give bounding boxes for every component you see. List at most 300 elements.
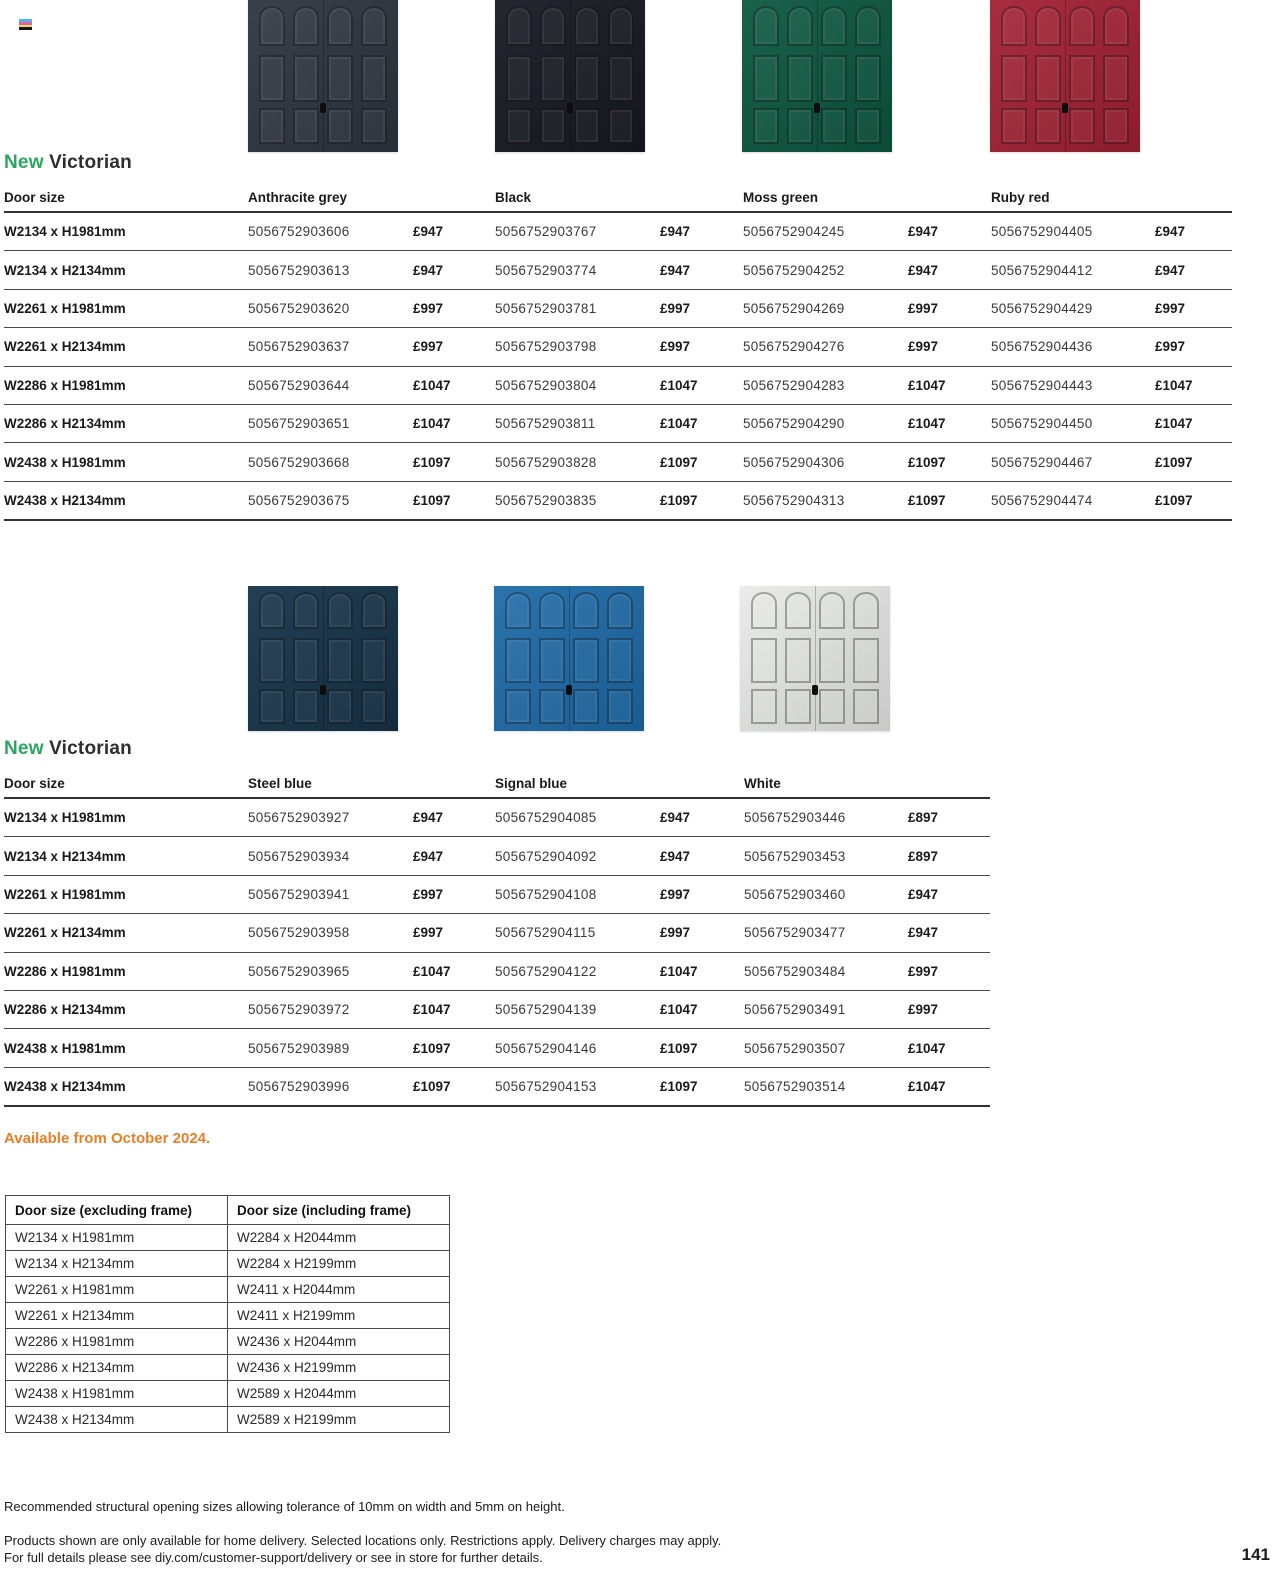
product-code: 5056752904450 [991,416,1093,432]
price: £947 [660,848,691,864]
price: £1047 [908,1078,946,1094]
door-centre-seam [1065,0,1066,152]
product-code: 5056752904252 [743,262,845,278]
product-code: 5056752903774 [495,262,597,278]
door-handle [567,103,573,113]
product-code: 5056752904122 [495,963,597,979]
door-arched-panel [787,6,813,46]
product-code: 5056752904405 [991,224,1093,240]
price: £1047 [908,416,946,432]
product-code: 5056752903620 [248,300,350,316]
product-code: 5056752904153 [495,1078,597,1094]
price: £997 [660,300,691,316]
sizes-table-cell: W2438 x H1981mm [6,1381,228,1407]
door-panel [505,689,531,724]
product-code: 5056752904139 [495,1002,597,1018]
door-arched-panel [855,6,881,46]
price: £1097 [660,1040,698,1056]
frame-sizes-table [5,1195,450,1433]
price-table-row [4,837,990,875]
door-size-cell: W2261 x H1981mm [4,300,126,316]
price: £997 [413,925,444,941]
door-panel [751,689,777,724]
delivery-footnote-line-1: Products shown are only available for home delivery. Selected locations only. Restrictions apply. Delivery charges may apply. [4,1533,722,1548]
section-victorian-1 [4,152,1232,521]
product-code: 5056752903941 [248,886,350,902]
sizes-table-cell: W2284 x H2044mm [228,1225,450,1251]
door-image-ruby-red [990,0,1140,152]
sizes-table-cell: W2134 x H1981mm [6,1225,228,1251]
sizes-table-header: Door size (excluding frame) [6,1196,228,1225]
door-panel [608,108,634,144]
door-image-steel-blue [248,586,398,731]
price: £1097 [1155,454,1193,470]
door-arched-panel [539,592,565,630]
sizes-table-header: Door size (including frame) [228,1196,450,1225]
price: £1097 [660,1078,698,1094]
door-panel [327,108,353,144]
door-panel [1069,55,1095,102]
door-handle [812,685,818,695]
door-image-moss-green [742,0,892,152]
product-code: 5056752904429 [991,300,1093,316]
door-centre-seam [815,586,816,731]
sizes-table-cell: W2286 x H2134mm [6,1355,228,1381]
door-centre-seam [323,0,324,152]
product-code: 5056752904146 [495,1040,597,1056]
door-size-cell: W2134 x H2134mm [4,262,126,278]
new-badge-text: New [4,152,44,173]
product-code: 5056752904283 [743,377,845,393]
price: £1047 [413,963,451,979]
price: £947 [908,925,939,941]
product-code: 5056752903637 [248,339,350,355]
door-panel [821,55,847,102]
page-number: 141 [1241,1545,1270,1564]
price: £1097 [413,454,451,470]
door-arched-panel [293,592,319,630]
door-handle [566,685,572,695]
product-code: 5056752903781 [495,300,597,316]
price-table-row [4,914,990,952]
door-panel [259,108,285,144]
door-centre-seam [323,586,324,731]
product-code: 5056752903453 [744,848,846,864]
door-handle [1062,103,1068,113]
product-code: 5056752903972 [248,1002,350,1018]
colour-column-header: Steel blue [248,775,312,791]
product-code: 5056752903996 [248,1078,350,1094]
door-arched-panel [819,592,845,630]
price: £947 [660,224,691,240]
product-code: 5056752904269 [743,300,845,316]
price: £947 [660,810,691,826]
sizes-table-cell: W2436 x H2044mm [228,1329,450,1355]
door-panel [819,689,845,724]
door-size-column-header: Door size [4,775,65,791]
door-size-cell: W2134 x H2134mm [4,848,126,864]
door-images-row-2 [0,586,1280,731]
price-table-row [4,799,990,837]
product-code: 5056752903460 [744,886,846,902]
new-badge-text: New [4,738,44,759]
product-code: 5056752904467 [991,454,1093,470]
price: £947 [908,886,939,902]
product-range-name: Victorian [49,738,132,759]
sizes-table-cell: W2411 x H2199mm [228,1303,450,1329]
sizes-table-cell: W2134 x H2134mm [6,1251,228,1277]
door-panel [539,689,565,724]
door-panel [855,55,881,102]
product-range-name: Victorian [49,152,132,173]
price: £997 [908,1002,939,1018]
door-panel [327,638,353,683]
product-code: 5056752904306 [743,454,845,470]
product-code: 5056752903484 [744,963,846,979]
door-size-cell: W2438 x H1981mm [4,454,126,470]
price: £947 [660,262,691,278]
price: £997 [1155,339,1186,355]
door-arched-panel [361,6,387,46]
product-code: 5056752903835 [495,492,597,508]
door-panel [753,108,779,144]
door-image-signal-blue [494,586,644,731]
price-table-row [4,1029,990,1067]
product-code: 5056752903477 [744,925,846,941]
door-panel [607,638,633,683]
door-centre-seam [569,586,570,731]
door-arched-panel [785,592,811,630]
price-table-row [4,251,1232,289]
product-code: 5056752903514 [744,1078,846,1094]
product-code: 5056752903767 [495,224,597,240]
sizes-table-row [6,1329,450,1355]
section-heading [4,152,1232,174]
door-size-cell: W2438 x H1981mm [4,1040,126,1056]
price: £997 [660,925,691,941]
price-table-row [4,405,1232,443]
door-panel [1069,108,1095,144]
product-code: 5056752904443 [991,377,1093,393]
sizes-table-row [6,1407,450,1433]
door-panel [539,638,565,683]
door-panel [1001,108,1027,144]
price: £1047 [660,963,698,979]
sizes-table-row [6,1225,450,1251]
door-arched-panel [293,6,319,46]
colour-column-header: Signal blue [495,775,568,791]
sizes-table-row [6,1251,450,1277]
product-code: 5056752903507 [744,1040,846,1056]
product-code: 5056752904290 [743,416,845,432]
price: £1047 [908,377,946,393]
door-panel [540,55,566,102]
sizes-table-row [6,1355,450,1381]
colour-column-header: Black [495,189,532,205]
price-table-header-row [4,769,990,799]
product-code: 5056752903804 [495,377,597,393]
door-panel [785,638,811,683]
product-code: 5056752904276 [743,339,845,355]
price: £1097 [413,1040,451,1056]
price: £1097 [660,454,698,470]
door-arched-panel [505,592,531,630]
door-size-cell: W2261 x H1981mm [4,886,126,902]
door-arched-panel [574,6,600,46]
door-size-cell: W2134 x H1981mm [4,224,126,240]
door-arched-panel [327,592,353,630]
door-panel [787,108,813,144]
price: £997 [413,339,444,355]
section-victorian-2 [4,738,990,1107]
price-table-row [4,290,1232,328]
product-code: 5056752904245 [743,224,845,240]
price: £997 [908,300,939,316]
door-panel [293,108,319,144]
door-arched-panel [506,6,532,46]
product-code: 5056752903446 [744,810,846,826]
price-table-row [4,213,1232,251]
colour-column-header: Moss green [743,189,819,205]
price: £947 [413,810,444,826]
colour-column-header: Ruby red [991,189,1050,205]
product-code: 5056752904092 [495,848,597,864]
door-size-cell: W2438 x H2134mm [4,492,126,508]
door-panel [361,689,387,724]
door-arched-panel [821,6,847,46]
sizes-table-cell: W2436 x H2199mm [228,1355,450,1381]
price: £1097 [413,492,451,508]
door-size-cell: W2286 x H1981mm [4,377,126,393]
price: £897 [908,848,939,864]
delivery-footnote [4,1533,721,1566]
sizes-table-cell: W2438 x H2134mm [6,1407,228,1433]
price: £1097 [908,454,946,470]
price: £1047 [413,416,451,432]
door-panel [1103,108,1129,144]
price: £947 [1155,224,1186,240]
door-arched-panel [608,6,634,46]
door-centre-seam [570,0,571,152]
door-arched-panel [751,592,777,630]
product-code: 5056752904085 [495,810,597,826]
door-panel [540,108,566,144]
door-panel [607,689,633,724]
price: £897 [908,810,939,826]
door-size-cell: W2261 x H2134mm [4,339,126,355]
product-code: 5056752904115 [495,925,596,941]
delivery-footnote-line-2: For full details please see diy.com/customer-support/delivery or see in store for further details. [4,1549,543,1565]
sizes-table-cell: W2286 x H1981mm [6,1329,228,1355]
product-code: 5056752903989 [248,1040,350,1056]
door-panel [855,108,881,144]
door-image-black [495,0,645,152]
product-code: 5056752903613 [248,262,350,278]
price: £1097 [1155,492,1193,508]
sizes-table-cell: W2589 x H2199mm [228,1407,450,1433]
sizes-table-row [6,1381,450,1407]
product-code: 5056752903675 [248,492,350,508]
price-table-1 [4,183,1232,521]
price: £1047 [1155,377,1193,393]
door-arched-panel [327,6,353,46]
price: £1047 [660,1002,698,1018]
door-panel [785,689,811,724]
price-table-row [4,367,1232,405]
door-size-cell: W2286 x H1981mm [4,963,126,979]
door-centre-seam [817,0,818,152]
door-panel [753,55,779,102]
product-code: 5056752904108 [495,886,597,902]
door-panel [361,638,387,683]
door-panel [787,55,813,102]
door-panel [506,55,532,102]
price: £947 [413,224,444,240]
sizes-table-header-row [6,1196,450,1225]
product-code: 5056752903644 [248,377,350,393]
door-arched-panel [1103,6,1129,46]
price: £947 [1155,262,1186,278]
door-handle [320,103,326,113]
door-size-cell: W2438 x H2134mm [4,1078,126,1094]
door-arched-panel [753,6,779,46]
door-panel [259,689,285,724]
price: £1047 [1155,416,1193,432]
door-panel [1035,55,1061,102]
door-size-column-header: Door size [4,189,65,205]
price: £1047 [660,416,698,432]
door-panel [573,638,599,683]
price: £997 [413,886,444,902]
door-arched-panel [1035,6,1061,46]
door-arched-panel [1001,6,1027,46]
price: £947 [413,262,444,278]
product-code: 5056752903958 [248,925,350,941]
door-panel [327,55,353,102]
price: £1097 [908,492,946,508]
door-arched-panel [259,6,285,46]
door-panel [327,689,353,724]
product-code: 5056752903811 [495,416,596,432]
door-arched-panel [607,592,633,630]
price-table-row [4,991,990,1029]
door-panel [361,108,387,144]
price: £947 [908,262,939,278]
door-panel [751,638,777,683]
door-panel [608,55,634,102]
price-table-2 [4,769,990,1107]
product-code: 5056752903651 [248,416,350,432]
door-handle [814,103,820,113]
sizes-table-cell: W2261 x H1981mm [6,1277,228,1303]
door-panel [573,689,599,724]
door-panel [259,55,285,102]
product-code: 5056752904412 [991,262,1093,278]
product-code: 5056752903965 [248,963,350,979]
price: £1047 [413,377,451,393]
product-code: 5056752904474 [991,492,1093,508]
door-panel [853,638,879,683]
price-table-row [4,953,990,991]
door-arched-panel [259,592,285,630]
door-panel [259,638,285,683]
product-code: 5056752903927 [248,810,350,826]
product-code: 5056752903668 [248,454,350,470]
door-arched-panel [540,6,566,46]
price: £997 [908,339,939,355]
price: £997 [660,339,691,355]
door-panel [293,689,319,724]
price: £997 [1155,300,1186,316]
door-panel [361,55,387,102]
door-arched-panel [1069,6,1095,46]
door-panel [505,638,531,683]
price-table-row [4,1068,990,1107]
door-panel [821,108,847,144]
price: £1047 [413,1002,451,1018]
sizes-table-row [6,1277,450,1303]
product-code: 5056752903828 [495,454,597,470]
door-panel [506,108,532,144]
price: £1097 [660,492,698,508]
price: £947 [413,848,444,864]
colour-column-header: White [744,775,781,791]
door-panel [853,689,879,724]
sizes-table-cell: W2261 x H2134mm [6,1303,228,1329]
price: £997 [413,300,444,316]
door-arched-panel [573,592,599,630]
door-size-cell: W2134 x H1981mm [4,810,126,826]
product-code: 5056752904436 [991,339,1093,355]
price: £1047 [660,377,698,393]
door-panel [574,108,600,144]
price-table-header-row [4,183,1232,213]
door-image-anthracite-grey [248,0,398,152]
price: £997 [908,963,939,979]
product-code: 5056752904313 [743,492,845,508]
door-handle [320,685,326,695]
door-arched-panel [361,592,387,630]
price-table-row [4,328,1232,366]
door-panel [1103,55,1129,102]
price-table-row [4,443,1232,481]
price: £1047 [908,1040,946,1056]
price: £1097 [413,1078,451,1094]
section-heading [4,738,990,760]
door-size-cell: W2261 x H2134mm [4,925,126,941]
product-code: 5056752903491 [744,1002,846,1018]
door-panel [574,55,600,102]
door-image-white [740,586,890,731]
door-arched-panel [853,592,879,630]
door-panel [1035,108,1061,144]
sizes-table-cell: W2284 x H2199mm [228,1251,450,1277]
door-size-cell: W2286 x H2134mm [4,416,126,432]
product-code: 5056752903798 [495,339,597,355]
colour-column-header: Anthracite grey [248,189,348,205]
sizes-table-row [6,1303,450,1329]
door-panel [293,638,319,683]
price: £947 [908,224,939,240]
door-size-cell: W2286 x H2134mm [4,1002,126,1018]
door-panel [293,55,319,102]
tolerance-footnote: Recommended structural opening sizes allowing tolerance of 10mm on width and 5mm on height. [4,1499,565,1514]
sizes-table-cell: W2411 x H2044mm [228,1277,450,1303]
availability-note: Available from October 2024. [4,1130,211,1147]
product-code: 5056752903606 [248,224,350,240]
product-code: 5056752903934 [248,848,350,864]
door-images-row-1 [0,0,1280,152]
